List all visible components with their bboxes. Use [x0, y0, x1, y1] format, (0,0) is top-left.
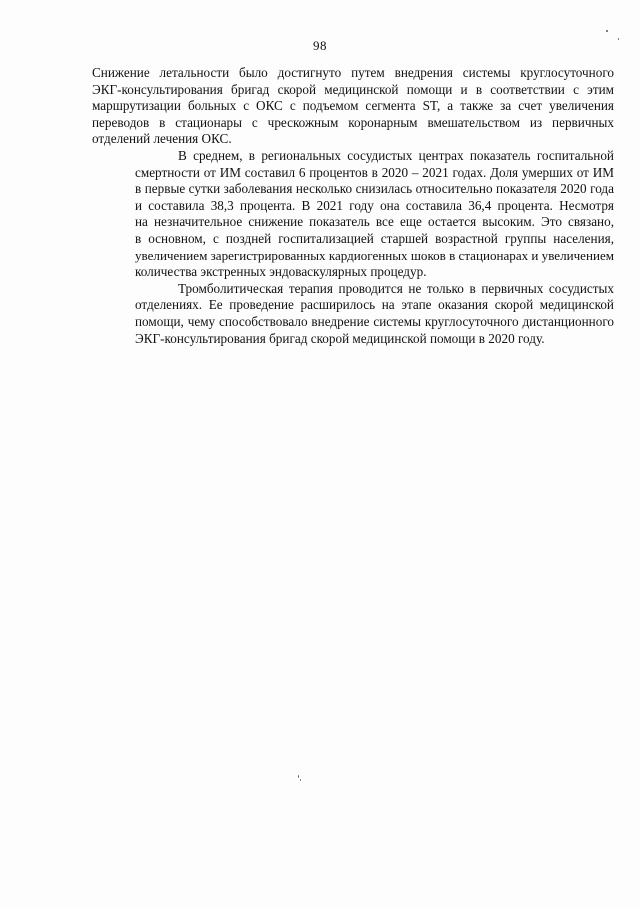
text-line: смертности от ИМ составил 6 процентов в 2020 – 2021 годах. Доля умерших от ИМ	[135, 164, 614, 180]
paragraph-3	[92, 281, 614, 347]
scan-speck	[618, 38, 619, 40]
scan-speck	[300, 779, 301, 781]
text-line: увеличением зарегистрированных кардиогенных шоков в стационарах и увеличением	[135, 247, 615, 263]
scan-speck	[298, 775, 299, 778]
text-line: Снижение летальности было достигнуто путем внедрения системы круглосуточного	[92, 65, 614, 80]
text-line: отделениях. Ее проведение расширилось на этапе оказания скорой медицинской	[135, 297, 614, 313]
text-line: количества экстренных эндоваскулярных процедур.	[135, 264, 427, 280]
text-line: ЭКГ-консультирования бригад скорой медицинской помощи в 2020 году.	[135, 330, 545, 346]
paragraph-1	[92, 65, 614, 148]
text-line: отделений лечения ОКС.	[92, 131, 232, 147]
text-line: помощи, чему способствовало внедрение системы круглосуточного дистанционного	[135, 313, 614, 329]
text-line: на незначительное снижение показатель все еще остается высоким. Это связано,	[135, 214, 614, 230]
text-line: в основном, с поздней госпитализацией старшей возрастной группы населения,	[135, 230, 614, 246]
scan-speck	[606, 30, 608, 32]
text-line: Тромболитическая терапия проводится не только в первичных сосудистых	[178, 280, 614, 296]
text-line: В среднем, в региональных сосудистых центрах показатель госпитальной	[178, 147, 614, 163]
text-line: переводов в стационары с чрескожным коронарным вмешательством из первичных	[92, 114, 614, 130]
text-line: в первые сутки заболевания несколько снизилась относительно показателя 2020 года	[135, 181, 614, 197]
body-text	[92, 65, 614, 347]
text-line: маршрутизации больных с ОКС с подъемом сегмента ST, а также за счет увеличения	[92, 98, 614, 114]
paragraph-2	[92, 148, 614, 281]
text-line: и составила 38,3 процента. В 2021 году она составила 36,4 процента. Несмотря	[135, 197, 614, 213]
text-line: ЭКГ-консультирования бригад скорой медицинской помощи и в соответствии с этим	[92, 81, 614, 97]
page-number: 98	[313, 38, 327, 53]
